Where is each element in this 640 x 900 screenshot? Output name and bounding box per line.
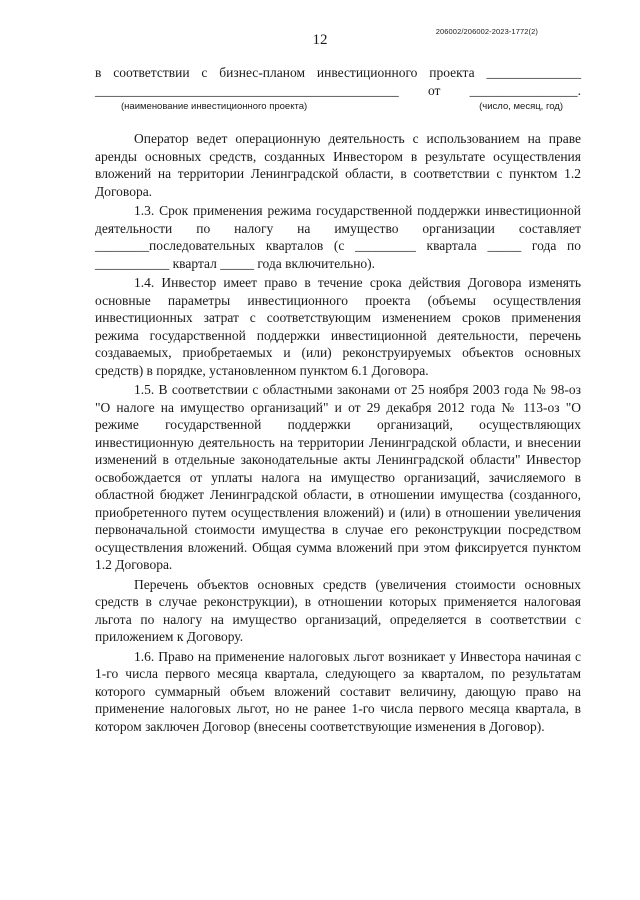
document-id: 206002/206002-2023-1772(2) [435, 27, 538, 36]
caption-date: (число, месяц, год) [479, 101, 563, 112]
paragraph-1-3: 1.3. Срок применения режима государственной поддержки инвестиционной деятельности по налогу на имущество организации составляет ________последовательных кварталов (с _________ квартала _____ года по ___________ квартал _____ года включительно). [95, 203, 581, 271]
page-number: 12 [312, 32, 328, 48]
intro-line-1: в соответствии с бизнес-планом инвестиционного проекта ______________ [95, 65, 581, 80]
intro-captions [95, 98, 581, 112]
paragraph-1-4: 1.4. Инвестор имеет право в течение срока действия Договора изменять основные параметры инвестиционного проекта (объемы осуществления инвестиционных затрат с соответствующим изменением сроков применения режима государственной поддержки инвестиционной деятельности, перечень создаваемых, приобретаемых и (или) реконструируемых объектов основных средств) в порядке, установленном пунктом 6.1 Договора. [95, 275, 581, 378]
caption-project-name: (наименование инвестиционного проекта) [121, 101, 308, 112]
intro-line-2: _____________________________________________ от ________________. [95, 82, 581, 98]
document-body [95, 64, 581, 735]
paragraph-1-5: 1.5. В соответствии с областными законами от 25 ноября 2003 года № 98-оз "О налоге на имущество организаций" и от 29 декабря 2012 года № 113-оз "О режиме государственной поддержки организаций, осуществляющих инвестиционную деятельность на территории Ленинградской области, и внесении изменений в отдельные законодательные акты Ленинградской области" Инвестор освобождается от уплаты налога на имущество организаций, зачисляемого в областной бюджет Ленинградской области, в отношении имущества (созданного, приобретенного путем осуществления вложений) и (или) в отношении увеличения первоначальной стоимости имущества в случае его реконструкции посредством осуществления вложений. Общая сумма вложений при этом фиксируется пунктом 1.2 Договора. [95, 382, 581, 572]
paragraph-object-list: Перечень объектов основных средств (увеличения стоимости основных средств в случае реконструкции), в отношении которых применяется налоговая льгота по налогу на имущество организаций, определяется в соответствии с приложением к Договору. [95, 576, 581, 644]
paragraph-operator: Оператор ведет операционную деятельность с использованием на праве аренды основных средств, созданных Инвестором в результате осуществления вложений на территории Ленинградской области, в соответствии с пунктом 1.2 Договора. [95, 131, 581, 199]
paragraph-1-6: 1.6. Право на применение налоговых льгот возникает у Инвестора начиная с 1-го числа первого месяца квартала, следующего за кварталом, по результатам которого суммарный объем вложений составит величину, дающую право на применение налоговых льгот, но не ранее 1-го числа первого месяца квартала, в котором заключен Договор (внесены соответствующие изменения в Договор). [95, 648, 581, 734]
